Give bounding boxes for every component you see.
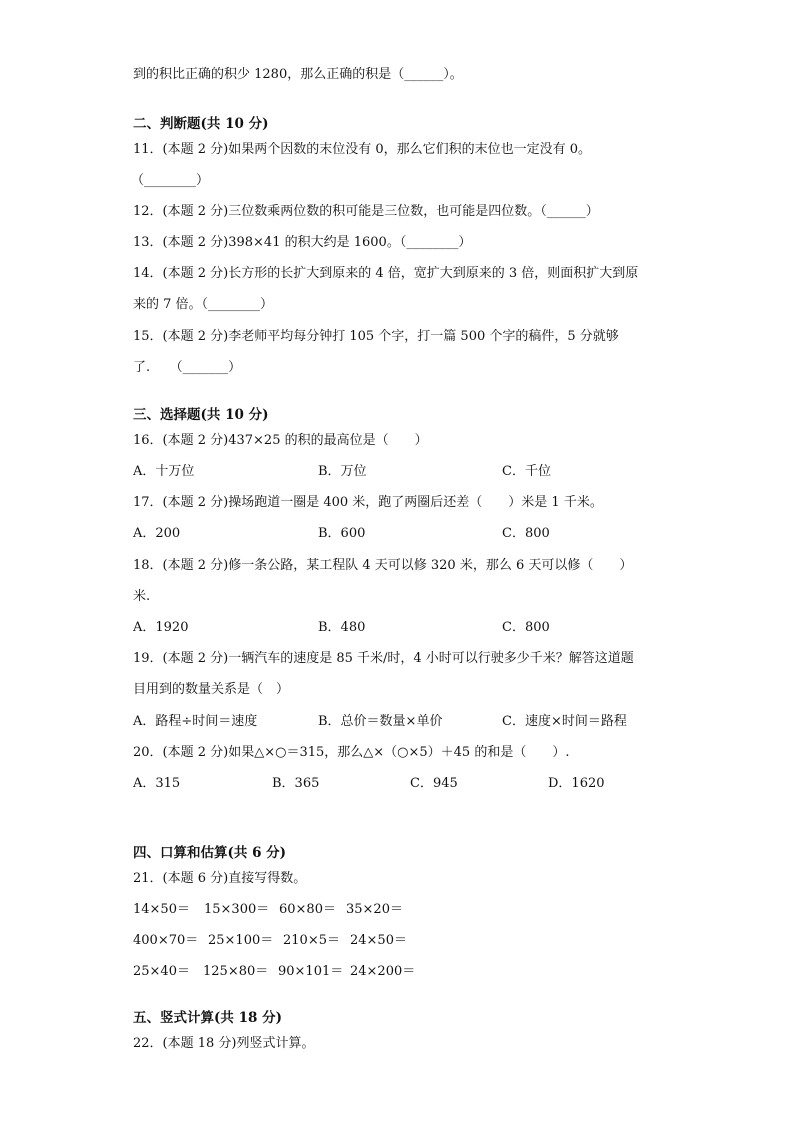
oral-calc-item: 400×70＝ <box>133 933 199 948</box>
oral-calc-item: 60×80＝ <box>279 902 336 917</box>
question-18-option-b: B．480 <box>318 620 366 635</box>
section-heading-oral-calculation: 四、口算和估算(共 6 分) <box>133 845 287 861</box>
question-20-option-d: D．1620 <box>548 776 605 791</box>
question-19-option-b: B．总价＝数量×单价 <box>318 714 443 729</box>
oral-calc-item: 25×100＝ <box>208 933 274 948</box>
question-18-text-cont: 米. <box>133 589 151 604</box>
question-18-option-c: C．800 <box>502 620 550 635</box>
question-17-option-b: B．600 <box>318 526 366 541</box>
question-15-text-cont: 了. （_______） <box>133 360 242 375</box>
oral-calc-item: 14×50＝ <box>133 902 190 917</box>
question-14-text-cont: 来的 7 倍。（________） <box>133 297 274 312</box>
question-14-text: 14．(本题 2 分)长方形的长扩大到原来的 4 倍，宽扩大到原来的 3 倍，则面积扩大到原 <box>133 266 639 281</box>
oral-calc-item: 24×200＝ <box>350 964 416 979</box>
question-15-text: 15．(本题 2 分)李老师平均每分钟打 105 个字，打一篇 500 个字的稿件，5 分就够 <box>133 329 619 344</box>
question-16-option-a: A．十万位 <box>133 464 195 479</box>
question-12-text: 12．(本题 2 分)三位数乘两位数的积可能是三位数，也可能是四位数。（______） <box>133 204 599 219</box>
question-11-text: 11．(本题 2 分)如果两个因数的末位没有 0，那么它们积的末位也一定没有 0。 <box>133 142 592 157</box>
question-22-text: 22．(本题 18 分)列竖式计算。 <box>133 1036 315 1051</box>
section-heading-vertical-calculation: 五、竖式计算(共 18 分) <box>133 1010 282 1026</box>
question-11-answer-blank: （________） <box>131 173 210 188</box>
oral-calc-item: 15×300＝ <box>204 902 270 917</box>
section-heading-true-false: 二、判断题(共 10 分) <box>133 116 269 132</box>
question-18-option-a: A．1920 <box>133 620 189 635</box>
question-17-option-a: A．200 <box>133 526 181 541</box>
question-20-option-b: B．365 <box>272 776 320 791</box>
oral-calc-item: 35×20＝ <box>346 902 403 917</box>
oral-calc-item: 24×50＝ <box>350 933 407 948</box>
question-20-option-a: A．315 <box>133 776 181 791</box>
oral-calc-item: 210×5＝ <box>283 933 340 948</box>
question-19-option-c: C．速度×时间＝路程 <box>502 714 627 729</box>
question-19-text: 19．(本题 2 分)一辆汽车的速度是 85 千米/时，4 小时可以行驶多少千米？解答这道题 <box>133 651 634 666</box>
question-19-option-a: A．路程÷时间＝速度 <box>133 714 258 729</box>
question-20-option-c: C．945 <box>410 776 458 791</box>
question-16-option-c: C．千位 <box>502 464 551 479</box>
question-17-option-c: C．800 <box>502 526 550 541</box>
oral-calc-item: 125×80＝ <box>203 964 269 979</box>
question-18-text: 18．(本题 2 分)修一条公路，某工程队 4 天可以修 320 米，那么 6 天可以修（ ） <box>133 558 633 573</box>
question-17-text: 17．(本题 2 分)操场跑道一圈是 400 米，跑了两圈后还差（ ）米是 1 千米。 <box>133 495 603 510</box>
question-13-text: 13．(本题 2 分)398×41 的积大约是 1600。（________） <box>133 235 472 250</box>
oral-calc-item: 90×101＝ <box>278 964 344 979</box>
q10-continuation: 到的积比正确的积少 1280，那么正确的积是（______）。 <box>133 67 463 82</box>
section-heading-multiple-choice: 三、选择题(共 10 分) <box>133 407 269 423</box>
question-16-text: 16．(本题 2 分)437×25 的积的最高位是（ ） <box>133 433 428 448</box>
oral-calc-item: 25×40＝ <box>133 964 190 979</box>
question-20-text: 20．(本题 2 分)如果△×○＝315，那么△×（○×5）＋45 的和是（ ）. <box>133 745 570 760</box>
question-19-text-cont: 目用到的数量关系是（ ） <box>133 682 290 697</box>
question-16-option-b: B．万位 <box>318 464 367 479</box>
question-21-text: 21．(本题 6 分)直接写得数。 <box>133 871 307 886</box>
